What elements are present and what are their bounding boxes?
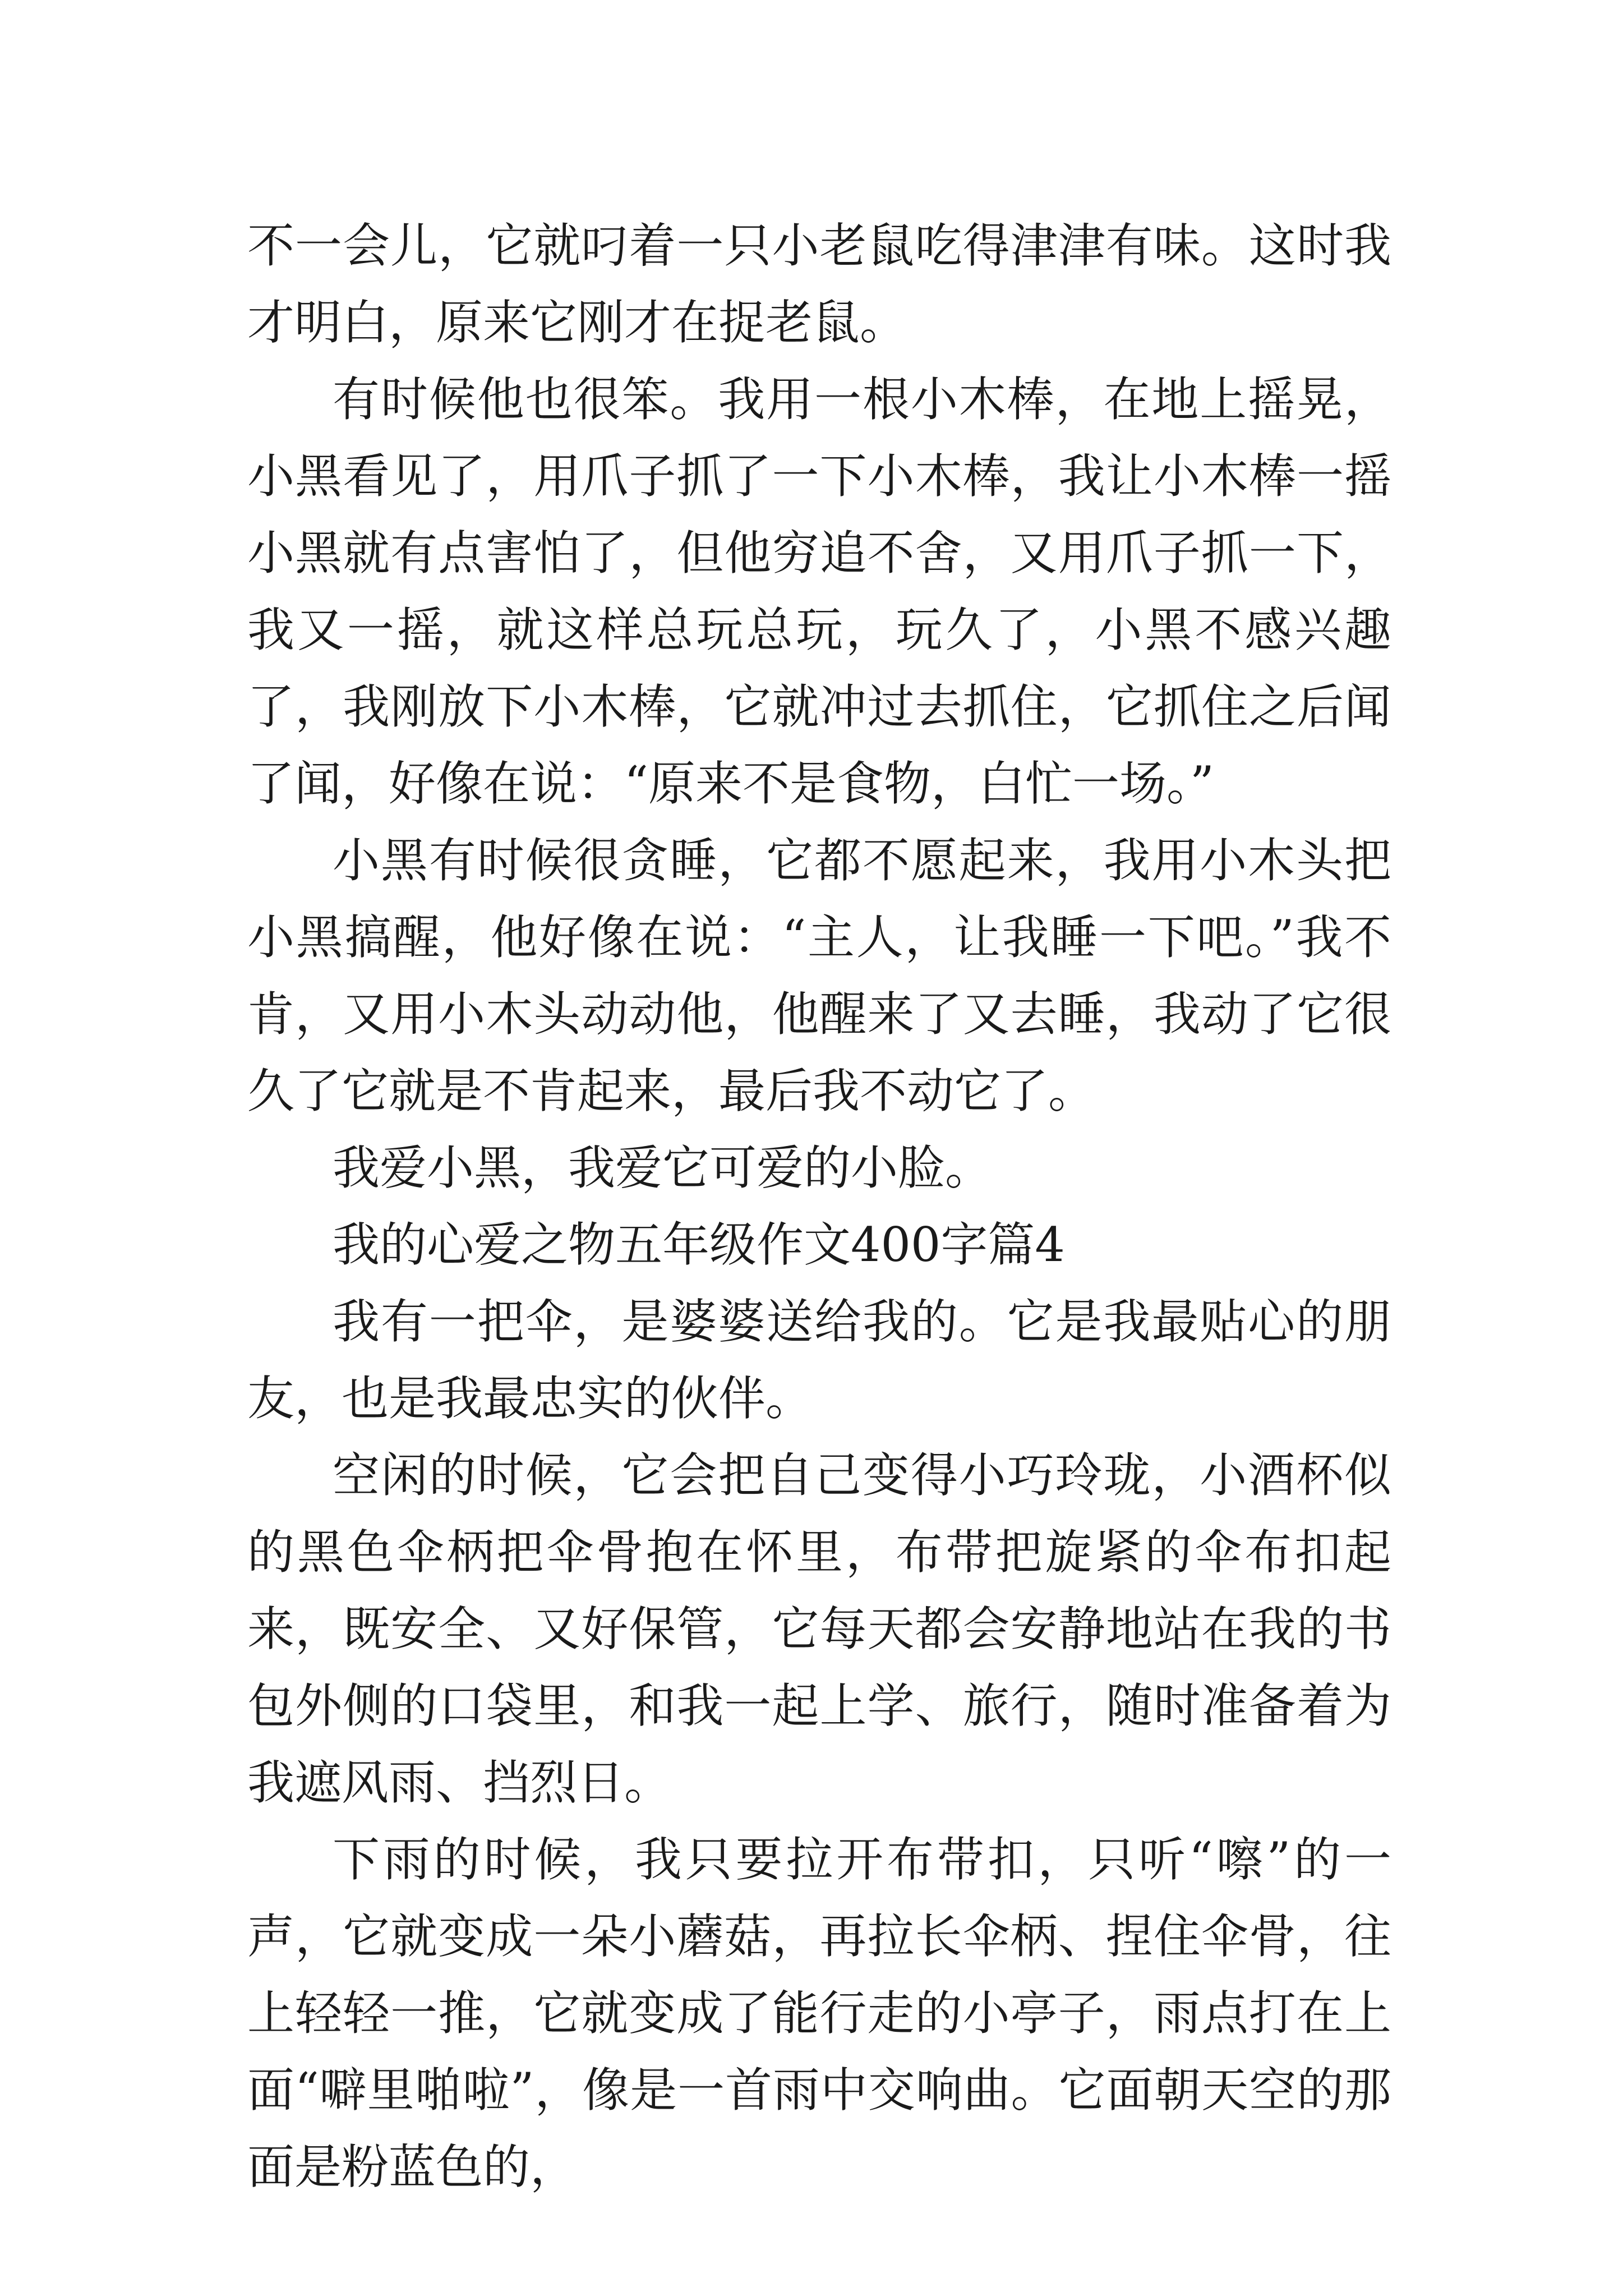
paragraph-4: 我爱小黑，我爱它可爱的小脸。 [333,1140,993,1195]
paragraph-3: 小黑有时候很贪睡，它都不愿起来，我用小木头把小黑搞醒，他好像在说：“主人，让我睡一下吧。”我不肯，又用小木头动动他，他醒来了又去睡，我动了它很久了它就是不肯起来，最后我不动它了。 [247,833,1391,1119]
paragraph-2: 有时候他也很笨。我用一根小木棒，在地上摇晃，小黑看见了，用爪子抓了一下小木棒，我让小木棒一摇小黑就有点害怕了，但他穷追不舍，又用爪子抓一下，我又一摇，就这样总玩总玩，玩久了，小黑不感兴趣了，我刚放下小木棒，它就冲过去抓住，它抓住之后闻了闻，好像在说：“原来不是食物，白忙一场。” [247,372,1391,811]
paragraph-7: 下雨的时候，我只要拉开布带扣，只听“嚓”的一声，它就变成一朵小蘑菇，再拉长伞柄、捏住伞骨，往上轻轻一推，它就变成了能行走的小亭子，雨点打在上面“噼里啪啦”，像是一首雨中交响曲。它面朝天空的那面是粉蓝色的， [247,1832,1391,2194]
paragraph-1: 不一会儿，它就叼着一只小老鼠吃得津津有味。这时我才明白，原来它刚才在捉老鼠。 [247,218,1391,350]
paragraph-5: 我有一把伞，是婆婆送给我的。它是我最贴心的朋友，也是我最忠实的伙伴。 [247,1294,1391,1426]
section-heading: 我的心爱之物五年级作文400字篇4 [333,1217,1065,1272]
document-body [247,208,1391,2206]
paragraph-6: 空闲的时候，它会把自己变得小巧玲珑，小酒杯似的黑色伞柄把伞骨抱在怀里，布带把旋紧的伞布扣起来，既安全、又好保管，它每天都会安静地站在我的书包外侧的口袋里，和我一起上学、旅行，随时准备着为我遮风雨、挡烈日。 [247,1448,1391,1810]
